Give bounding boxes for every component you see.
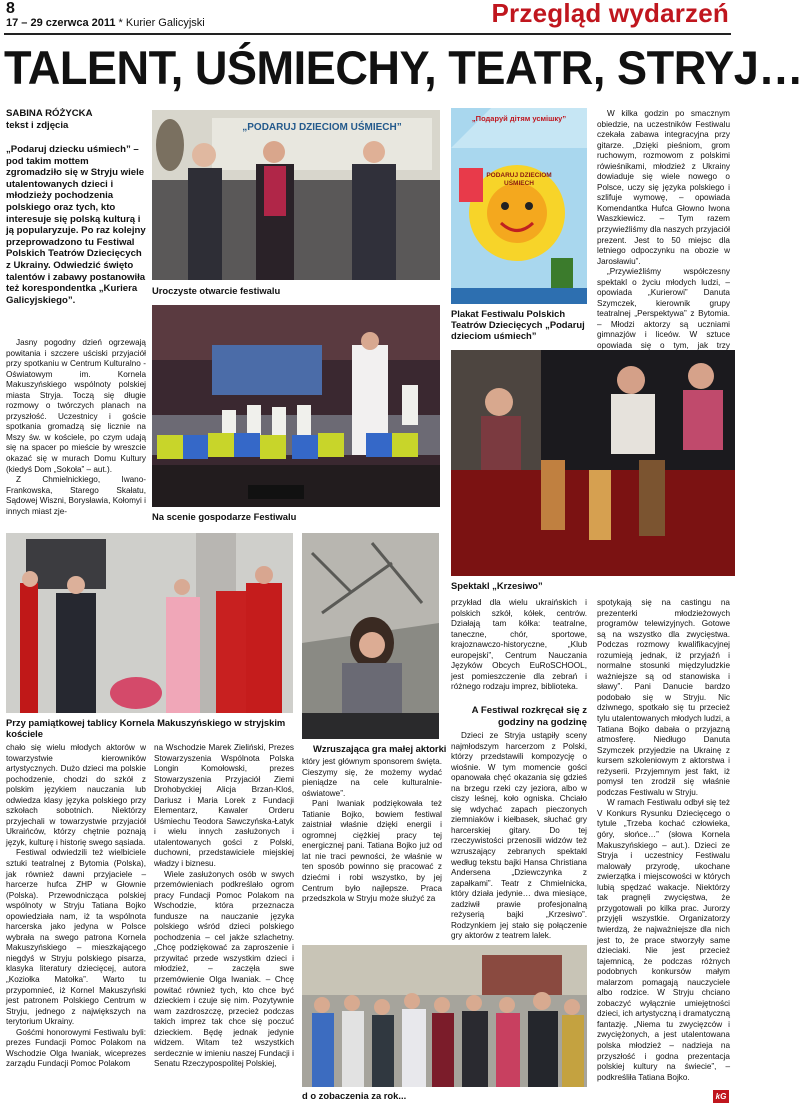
author-name: SABINA RÓŻYCKA: [6, 108, 93, 119]
photo-festival-poster: [451, 108, 587, 304]
paragraph: Wiele zasłużonych osób w swych przemówieniach podkreślało ogrom pracy Fundacji Pomoc Polakom na Wschodzie, która przeznacza fundusze na nauczanie języka polskiego wśród dzieci polskiego pochodzenia – cel jakże szlachetny. „Chcę podziękować za zaproszenie i przywitać przede wszystkim dzieci i młodzież, – zaczęła swe przemówienie Olga Iwaniak. – Chcę powitać również tych, kto chce być dzieckiem i czuje się nim. Pozytywnie wam zazdroszczę, przecież podczas takich imprez tak chce się poczuć dzieckiem. Będę jednak jedynie widzem. Witam też wszystkich serdecznie w imieniu naszej Fundacji i Senatu Rzeczypospolitej Polskiej,: [154, 869, 294, 1069]
caption-poster: Plakat Festiwalu Polskich Teatrów Dziecięcych „Podaruj dzieciom uśmiech”: [451, 308, 585, 341]
date-separator: *: [115, 17, 126, 29]
photo-plaque-church: [6, 533, 293, 713]
caption-puppets: Spektakl „Krzesiwo”: [451, 580, 543, 591]
publication-name: Kurier Galicyjski: [125, 17, 205, 29]
column-2: [154, 743, 294, 1103]
author-note: tekst i zdjęcia: [6, 119, 69, 131]
column-5-top: [597, 109, 730, 351]
paragraph: Pani Iwaniak podziękowała też Tatianie Bojko, bowiem festiwal zaistniał właśnie dzięki energii i ogromnej ciężkiej pracy tej energicznej pani. Tatiana Bojko już od lat nie traci pewności, że właśnie w ten sposób powinno się pracować z dziećmi i robi wszystko, by jej Centrum było najlepsze. Praca przedszkola w Stryju może służyć za: [302, 799, 442, 904]
page-number: 8: [6, 0, 15, 17]
poster-center-text: PODARUJ DZIECIOM UŚMIECH: [486, 172, 552, 187]
photo-girl-actress: [302, 533, 439, 739]
lead-text: „Podaruj dziecku uśmiech” – pod takim mottem zgromadziło się w Stryju wiele utalentowanych dzieci i młodzieży pochodzenia polskiego oraz tych, kto interesuje się polską kulturą i ją popularyzuje. Po raz kolejny przeprowadzono tu Festiwal Polskich Teatrów Dziecięcych z Ukrainy. Odwiedzić święto talentów i zabawy postanowiła też korespondentka „Kuriera Galicyjskiego”.: [6, 144, 146, 306]
paragraph: W ramach Festiwalu odbył się też V Konkurs Rysunku Dziecięcego o tytule „Trzeba kochać człowieka, góry, słońce…” (słowa Kornela Makuszyńskiego – aut.). Dzieci ze Stryja i uczestnicy Festiwalu malowały przyrodę, ukochane zwierzątka i miejscowości w których lubią spędzać wakacje. Niektórzy tak pragnęli zwycięstwa, że przygotowali po kilka prac. Jurorzy przyjęli wszystkie. Organizatorzy twierdzą, że najważniejsze dla nich jest to, że prace stworzyły same dzieciaki. Nie jest przecież tajemnicą, że podczas różnych podobnych konkursów małym malarzom pomagają nauczyciele albo rodzice. W Stryju chciano zobaczyć wyłącznie umiejętności dzieci, ich artystyczną i dramatyczną fantazję. „Niema tu zwycięzców i zwyciężonych, a jest utalentowana polska młodzież – nadzieja na przyszłość i godna prezentacja polskiej kultury na świecie”, – podkreśliła Tatiana Bojko.: [597, 798, 730, 1082]
paragraph: W kilka godzin po smacznym obiedzie, na uczestników Festiwalu czekała zabawa integracyjna przy gitarze. „Dzięki pieśniom, grom ruchowym, rozmowom z polskimi rówieśnikami, młodzież z Ukrainy dowiaduje się wiele nowego o Polsce, uczy się języka polskiego i szlifuje wymowę, – opowiada Komendantka Hufca Głowno Iwona Waszkiewicz. – Tym razem przywieźliśmy dla naszych przyjaciół prezent. Jest to 50 miejsc dla letniego odpoczynku na obozie w Jarosławiu”.: [597, 109, 730, 266]
paragraph: chało się wielu młodych aktorów w towarzystwie kierowników artystycznych. Dużo dzieci ma polskie pochodzenie, chodzi do szkół z polskim językiem nauczania lub odwiedza klasy języka polskiego przy szkołach sobotnich. Niektórzy przyjechali w towarzystwie przyjaciół Ukraińców, którzy chętnie poznają język, kulturę i historię swego sąsiada.: [6, 743, 146, 847]
poster-title: „Подаруй дітям усмішку”: [471, 114, 567, 123]
caption-stage: Na scenie gospodarze Festiwalu: [152, 511, 297, 522]
caption-girl: Wzruszająca gra małej aktorki: [313, 743, 447, 754]
photo-farewell-group: [302, 945, 587, 1087]
column-1: [6, 338, 146, 530]
paragraph: przykład dla wielu ukraińskich i polskich szkół, kółek, centrów. Działają tam kółka: teatralne, taneczne, chór, sportowe, krajoznawczo-historyczne, „Klub europejski”, Centrum Nauczania Języków Obcych EuRoSCHOOL, jest pomieszczenie dla zebrań i różnego rodzaju imprez, biblioteka.: [451, 598, 587, 692]
banner-text: „PODARUJ DZIECIOM UŚMIECH”: [242, 122, 402, 133]
section-title: Przegląd wydarzeń: [491, 0, 729, 28]
header-rule: [4, 33, 731, 35]
paragraph: Festiwal odwiedzili też wielbiciele sztuki teatralnej z Bytomia (Polska), jak również dawni przyjaciele – harcerze hufca ZHP w Głownie (Polska). Przewodnicząca polskiej wspólnoty w Stryju Tatiana Bojko opowiedziała nam, iż ta wspólnota harcerska jako jedyna w Polsce wybrała na swego patrona Kornela Makuszyńskiego – mieszkającego niegdyś w Stryju polskiego pisarza, klasyka literatury dziecięcej, autora „Koziołka Matołka”. Warto tu przypomnieć, iż Kornel Makuszyński jest patronem Polskiego Centrum w Stryju, jednego z największych na terytorium Ukrainy.: [6, 848, 146, 1027]
lead-paragraph: [6, 144, 146, 306]
paragraph: Z Chmielnickiego, Iwano-Frankowska, Starego Skałatu, Sądowej Wiszni, Borysławia, Kołomyi i innych miast zje-: [6, 475, 146, 516]
paragraph: Jasny pogodny dzień ogrzewają powitania i szczere uściski przyjaciół przy spotkaniu w Centrum Kulturalno - Oświatowym im. Kornela Makuszyńskiego wspólnoty polskiej miasta Stryja. Toczą się długie rozmowy o twórczych planach na przyszłość. Uczestnicy i goście spotkania gromadzą się licznie na Mszy św. w kościele, po czym udają się na spacer po mieście by wreszcie okazać się w murach Domu Kultury (kiedyś Dom „Sokoła” – aut.).: [6, 338, 146, 474]
paragraph: który jest głównym sponsorem święta. Cieszymy się, że możemy wydać pieniądze na cele kulturalnie-oświatowe”.: [302, 757, 442, 798]
caption-farewell: d o zobaczenia za rok...: [302, 1090, 407, 1101]
photo-opening-ceremony: [152, 110, 440, 280]
column-5-bottom: [597, 598, 730, 1103]
column-1b: [6, 743, 146, 1103]
caption-plaque: Przy pamiątkowej tablicy Kornela Makuszyńskiego w stryjskim kościele: [6, 717, 286, 739]
headline: TALENT, UŚMIECHY, TEATR, STRYJ…: [4, 41, 803, 94]
issue-date-line: [6, 17, 205, 29]
issue-date: 17 – 29 czerwca 2011: [6, 17, 116, 29]
photo-puppet-show: [451, 350, 735, 576]
publication-logo: kG: [713, 1090, 729, 1103]
column-3: [302, 757, 442, 942]
byline: [6, 108, 146, 131]
paragraph: „Przywieźliśmy współczesny spektakl o życiu młodych ludzi, – opowiada „Kurierowi” Danuta Szymczek, kierownik grupy teatralnej „Perspektywa” z Bytomia. – Młodzi aktorzy są uczniami gimnazjów i liceów. W sztuce opowiada się o tym, jak trzy: [597, 267, 730, 351]
paragraph: Gośćmi honorowymi Festiwalu byli: prezes Fundacji Pomoc Polakom na Wschodzie Olga Iwaniak, wiceprezes zarządu Fundacji Pomoc Polakom: [6, 1027, 146, 1069]
column-4b: [451, 731, 587, 943]
photo-stage: [152, 305, 440, 507]
caption-opening: Uroczyste otwarcie festiwalu: [152, 285, 281, 296]
column-4: [451, 598, 587, 693]
paragraph: na Wschodzie Marek Zieliński, Prezes Stowarzyszenia Wspólnota Polska Longin Komołowski, prezes Stowarzyszenia Przyjaciół Ziemi Drohobyckiej Alicja Brzan-Kloś, Dariusz i Maria Lorek z Fundacji Elementarz, Kawaler Orderu Uśmiechu Teodora Sawczyńska-Łatyk i wielu innych zasłużonych i utalentowanych gości z Polski, duchowni, przedstawiciele miejskiej władzy i biznesu.: [154, 743, 294, 869]
paragraph: Dzieci ze Stryja ustąpiły sceny najmłodszym harcerzom z Polski, którzy przedstawili kompozycję o wiośnie. W tym momencie gości opanowała chęć okazania się gdzieś na brzegu rzeki czy jeziora, albo w ciszy leśnej, koło ogniska. Chciało się wdychać zapach pieczonych ziemniaków i kiełbasek, słuchać gry harcerskiej gitary. Do tej rzeczywistości przenosili widzów też wzruszający zebranych spektakl według tekstu bajki Hansa Christiana Andersena „Dziewczynka z zapałkami”. Teatr z Chmielnicka, który działa jedynie… dwa miesiące, zadziwił prawie profesjonalną reżyserią bajki „Krzesiwo”. Rodzynkiem jej stało się połączenie gry aktorów z teatrem lalek.: [451, 731, 587, 941]
subheading: A Festiwal rozkręcał się z godziny na godzinę: [471, 705, 587, 728]
paragraph: spotykają się na castingu na prezenterki młodzieżowych programów telewizyjnych. Gotowe są na wszystko dla zwycięstwa. Podczas rozmowy kwalifikacyjnej rozumieją jednak, iż przyjaźń i normalne stosunki międzyludzkie ważniejsze są od stanowiska i sławy”. Pani Danucie bardzo podobało się w Stryju. Nic dziwnego, spotkało się tu przecież tylu utalentowanych młodych ludzi, a Tatiana Bojko dabała o przyjazną atmosferę. Niedługo Danuta Szymczek przyjedzie na Ukrainę z kursem szkoleniowym z aktorstwa i reżyserii. Przyjemnym jest fakt, iż pomysł ten zrodził się właśnie podczas Festiwalu w Stryju.: [597, 598, 730, 797]
